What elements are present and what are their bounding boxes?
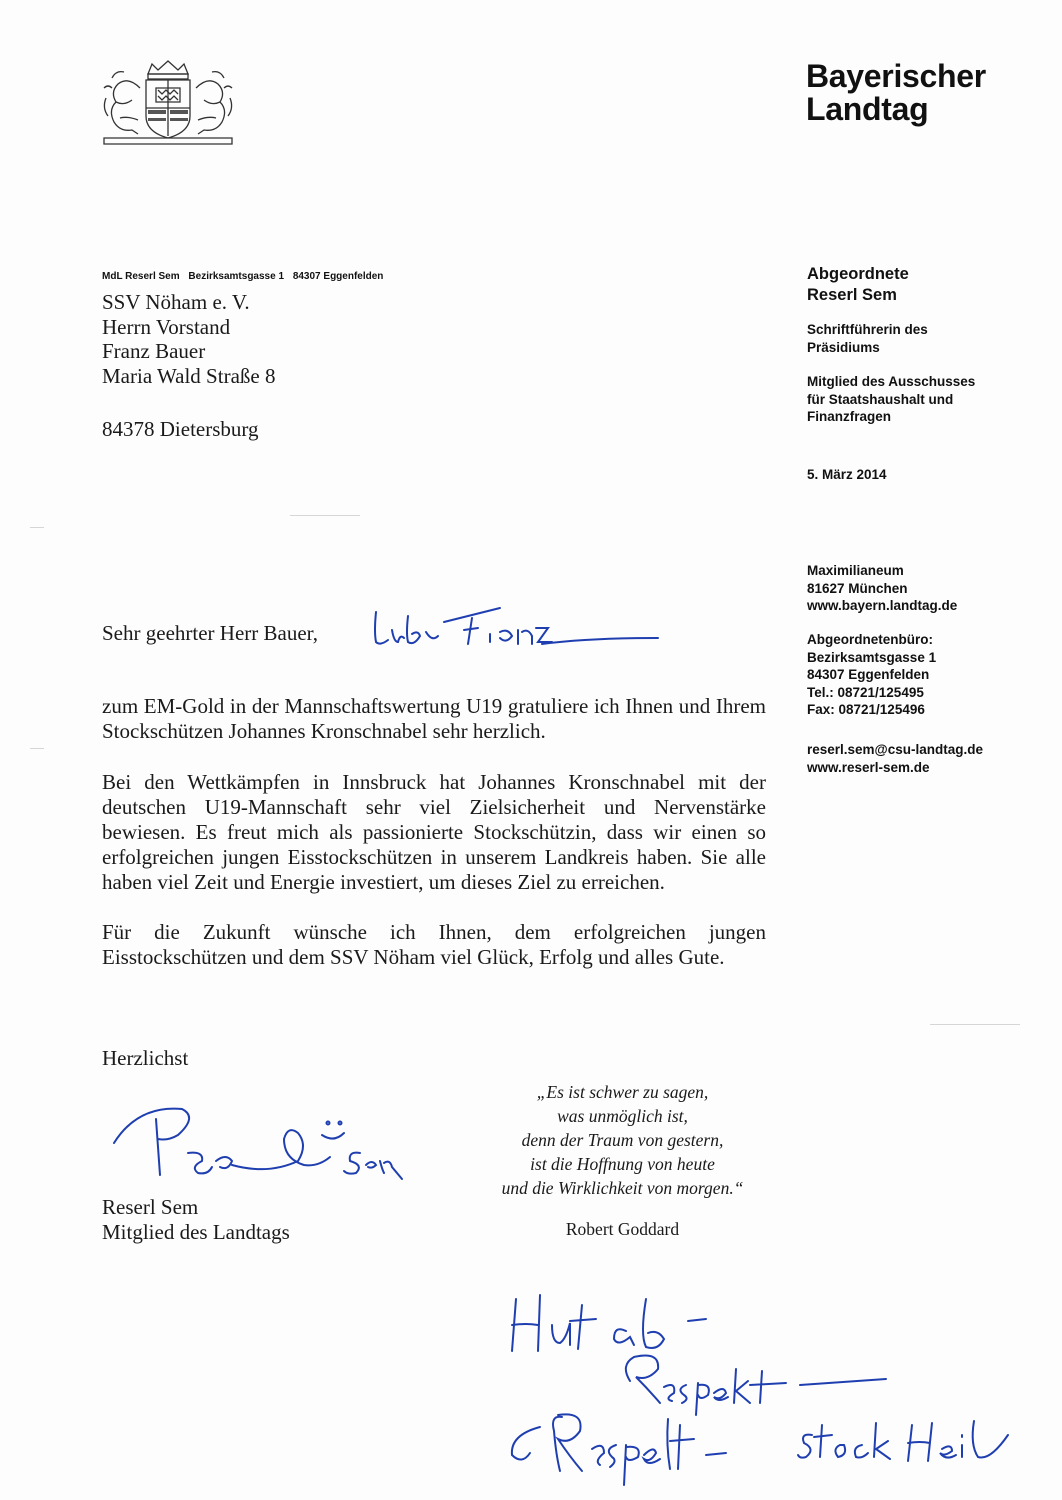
handwritten-signature-icon: [108, 1095, 418, 1190]
office1-website: www.bayern.landtag.de: [807, 598, 958, 613]
recipient-line1: SSV Nöham e. V.: [102, 290, 250, 314]
recipient-line2: Herrn Vorstand: [102, 314, 231, 339]
letter-closing: Herzlichst: [102, 1046, 189, 1070]
quote-line4: ist die Hoffnung von heute: [530, 1154, 715, 1174]
sidebar-role1-line2: Präsidiums: [807, 339, 880, 355]
sidebar-member: [807, 264, 909, 306]
sender-name: MdL Reserl Sem: [102, 271, 180, 282]
handwritten-note-icon: [500, 1285, 1010, 1495]
institution-wordmark: [806, 60, 986, 126]
sidebar-role-committee: [807, 373, 975, 426]
contact-website: www.reserl-sem.de: [807, 759, 930, 775]
handwritten-greeting-icon: [368, 598, 663, 658]
sidebar-role2-line3: Finanzfragen: [807, 409, 892, 424]
sidebar-office-local: [807, 631, 936, 719]
institution-line1: Bayerischer: [806, 58, 986, 94]
office2-fax: Fax: 08721/125496: [807, 702, 925, 717]
letter-date: 5. März 2014: [807, 467, 887, 482]
sidebar-role-presidium: [807, 321, 928, 356]
scan-mark: [290, 515, 360, 516]
sender-street: Bezirksamtsgasse 1: [188, 271, 285, 282]
quote-block: [470, 1080, 775, 1200]
scan-mark: [930, 1024, 1020, 1025]
letter-salutation: Sehr geehrter Herr Bauer,: [102, 621, 319, 645]
quote-line5: und die Wirklichkeit von morgen.“: [501, 1178, 744, 1198]
quote-line3: denn der Traum von gestern,: [521, 1130, 724, 1150]
office1-line2: 81627 München: [807, 580, 908, 596]
recipient-city: 84378 Dietersburg: [102, 417, 259, 441]
bavarian-coat-of-arms-icon: [98, 58, 238, 146]
sidebar-title: Abgeordnete: [807, 265, 909, 283]
signer-block: [102, 1195, 290, 1245]
quote-line1: „Es ist schwer zu sagen,: [536, 1082, 709, 1102]
recipient-line3: Franz Bauer: [102, 339, 206, 363]
office2-title: Abgeordnetenbüro:: [807, 632, 933, 647]
fold-mark: [30, 527, 44, 528]
sidebar-contact: [807, 741, 983, 776]
office1-line1: Maximilianeum: [807, 563, 904, 578]
signer-title: Mitglied des Landtags: [102, 1220, 290, 1244]
sender-city: 84307 Eggenfelden: [292, 271, 384, 282]
recipient-line4: Maria Wald Straße 8: [102, 363, 276, 388]
sidebar-role2-line2: für Staatshaushalt und: [807, 391, 954, 407]
contact-email: reserl.sem@csu-landtag.de: [807, 742, 983, 757]
institution-line2: Landtag: [806, 91, 929, 127]
letter-paragraph-1: zum EM-Gold in der Mannschaftswertung U19 gratuliere ich Ihnen und Ihrem Stockschützen Johannes Kronschnabel sehr herzlich.: [102, 694, 766, 743]
office2-street: Bezirksamtsgasse 1: [807, 649, 937, 665]
sidebar-role2-line1: Mitglied des Ausschusses: [807, 374, 976, 389]
sidebar-role1-line1: Schriftführerin des: [807, 322, 928, 337]
letter-paragraph-3: Für die Zukunft wünsche ich Ihnen, dem erfolgreichen jungen Eisstockschützen und dem SSV Nöham viel Glück, Erfolg und alles Gute.: [102, 920, 766, 969]
office2-phone: Tel.: 08721/125495: [807, 684, 924, 700]
fold-mark: [30, 748, 44, 749]
signer-name: Reserl Sem: [102, 1195, 199, 1219]
quote-line2: was unmöglich ist,: [557, 1106, 688, 1126]
recipient-address: [102, 290, 275, 388]
quote-author: Robert Goddard: [565, 1219, 680, 1239]
sidebar-office-munich: [807, 562, 957, 615]
office2-city: 84307 Eggenfelden: [807, 667, 930, 682]
sidebar-name: Reserl Sem: [807, 286, 897, 304]
letter-paragraph-2: Bei den Wettkämpfen in Innsbruck hat Johannes Kronschnabel mit der deutschen U19-Mannschaft sehr viel Zielsicherheit und Nervenstärke bewiesen. Es freut mich als passionierte Stockschützin, dass wir einen so erfolgreichen jungen Eisstockschützen in unserem Landkreis haben. Sie alle haben viel Zeit und Energie investiert, um dieses Ziel zu erreichen.: [102, 770, 766, 894]
sender-return-line: [102, 271, 389, 282]
